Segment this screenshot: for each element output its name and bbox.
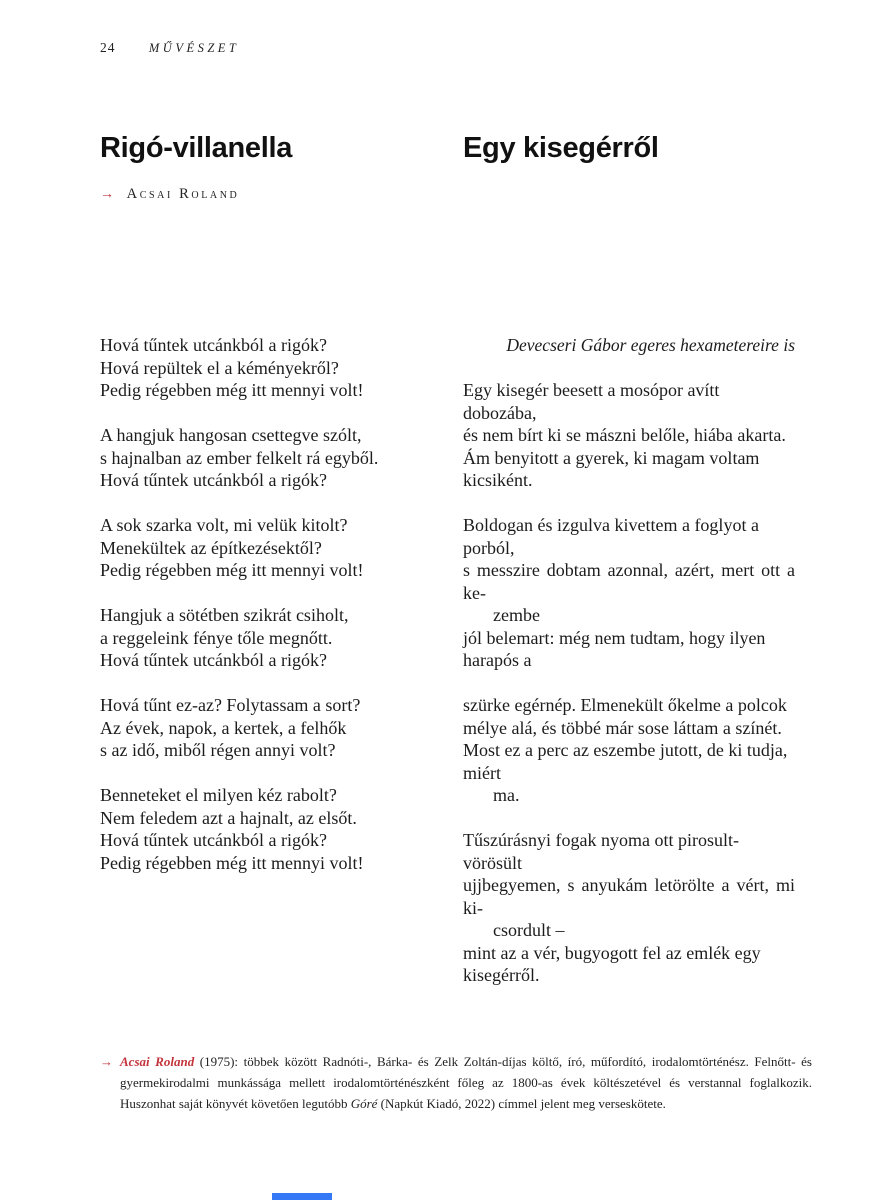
poem-line: s hajnalban az ember felkelt rá egyből. [100,447,379,468]
stanza [463,694,795,807]
stanza [463,379,795,492]
stanza [100,424,432,492]
poem-line: A hangjuk hangosan csettegve szólt, [100,425,362,445]
stanza [100,514,432,582]
poem-line: A sok szarka volt, mi velük kitolt? [100,515,348,535]
author-line [100,186,239,203]
scrollbar-thumb[interactable] [272,1193,332,1200]
poem-line: Az évek, napok, a kertek, a felhők [100,717,347,738]
arrow-icon: → [100,187,114,202]
poem-line: ujjbegyemen, s anyukám letörölte a vért, mi ki- [463,875,795,918]
author-name: Acsai Roland [126,186,240,202]
poem-right-stanzas [463,379,795,987]
stanza [463,514,795,672]
bio-text-tail: (Napkút Kiadó, 2022) címmel jelent meg verseskötete. [377,1096,666,1111]
bio-text: (1975): többek között Radnóti-, Bárka- és Zelk Zoltán-díjas költő, író, műfordító, irodalomtörténész. Felnőtt- és gyermekirodalmi munkássága mellett irodalomtörténészként főleg az 1800-as évek költészetével és verstannal foglalkozik. Huszonhat saját könyvét követően legutóbb [120,1054,812,1111]
poem-line: zembe [493,605,540,625]
poem-title-right: Egy kisegérről [463,132,659,164]
poem-line: Hová tűntek utcánkból a rigók? [100,470,327,490]
poem-line: Benneteket el milyen kéz rabolt? [100,785,337,805]
poem-line: Hová tűnt ez-az? Folytassam a sort? [100,695,361,715]
poem-line: s messzire dobtam azonnal, azért, mert ott a ke- [463,560,795,603]
poem-left-body [100,334,432,897]
poem-line: mélye alá, és többé már sose láttam a színét. [463,717,782,738]
poem-line: Boldogan és izgulva kivettem a foglyot a porból, [463,515,759,558]
page-header [100,40,239,56]
poem-line: Pedig régebben még itt mennyi volt! [100,852,364,873]
stanza [100,694,432,762]
poem-line: jól belemart: még nem tudtam, hogy ilyen harapós a [463,627,766,670]
arrow-icon: → [100,1054,113,1069]
poem-line: Pedig régebben még itt mennyi volt! [100,380,364,400]
poem-line: Nem feledem azt a hajnalt, az elsőt. [100,807,357,828]
poem-line: szürke egérnép. Elmenekült őkelme a polcok [463,695,787,715]
stanza [463,829,795,987]
poem-line: Tűszúrásnyi fogak nyoma ott pirosult-vörösült [463,830,739,873]
poem-line: Egy kisegér beesett a mosópor avítt dobozába, [463,380,720,423]
poem-line: Most ez a perc az eszembe jutott, de ki tudja, miért [463,740,788,783]
poem-line: és nem bírt ki se mászni belőle, hiába akarta. [463,425,786,445]
poem-line: mint az a vér, bugyogott fel az emlék egy kisegérről. [463,942,761,985]
page-number: 24 [100,40,116,55]
bio-author-name: Acsai Roland [120,1054,195,1069]
section-label: MŰVÉSZET [148,41,240,55]
poem-line: Ám benyitott a gyerek, ki magam voltam kicsiként. [463,447,760,490]
stanza [100,604,432,672]
bio-book-title: Góré [350,1096,378,1111]
poem-line: a reggeleink fénye tőle megnőtt. [100,627,333,648]
poem-line: csordult – [493,920,565,940]
poem-title-left: Rigó-villanella [100,132,293,164]
poem-line: Hová repültek el a kéményekről? [100,357,339,378]
poem-line: Hová tűntek utcánkból a rigók? [100,335,327,355]
poem-line: Pedig régebben még itt mennyi volt! [100,560,364,580]
poem-line: ma. [493,785,520,805]
poem-epigraph: Devecseri Gábor egeres hexametereire is [506,335,795,355]
poem-right-body [463,334,795,1009]
poem-line: Menekültek az építkezésektől? [100,537,322,558]
poem-line: Hangjuk a sötétben szikrát csiholt, [100,605,349,625]
bio-footnote [100,1051,812,1114]
poem-line: Hová tűntek utcánkból a rigók? [100,650,327,670]
stanza [100,784,432,874]
poem-line: Hová tűntek utcánkból a rigók? [100,830,327,850]
poem-line: s az idő, miből régen annyi volt? [100,740,336,760]
stanza [100,334,432,402]
